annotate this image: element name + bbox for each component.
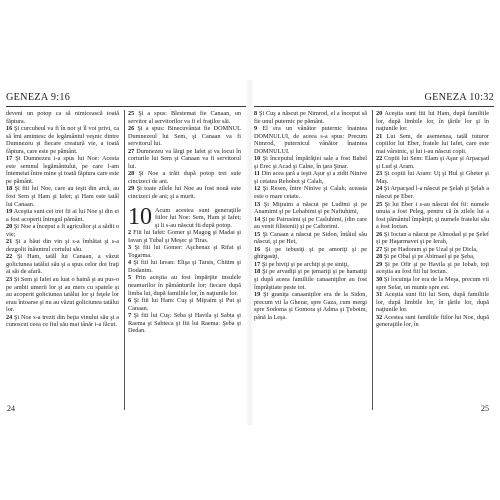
- verse-number: 19: [6, 208, 13, 216]
- verse-number: 23: [376, 170, 383, 178]
- verse: 28 Şi pe Obal şi pe Abimael şi pe Şeba,: [376, 253, 475, 261]
- verse: 11 Din acea ţară a ieşit Aşur şi a zidit Ninive şi cetatea Rehobot şi Calah,: [254, 170, 367, 185]
- verse: 29 Şi pe Ofir şi pe Havila şi pe Iobab, toţi aceştia au fost fiii lui Ioctan.: [376, 260, 489, 276]
- verse: 12 Şi Resen, între Ninive şi Calah; aceasta este o mare cetate.: [254, 185, 367, 201]
- verse-number: 10: [254, 155, 261, 163]
- verse: 4 Şi fiii lui Iavan: Elişa şi Tarsis, Chitim şi Dodanim.: [128, 259, 241, 274]
- verse-number: 14: [254, 215, 261, 223]
- verse: 27 Dumnezeu va lărgi pe Iafet şi va locui în corturile lui Sem şi Canaan va fi servitorul lui.: [128, 147, 241, 170]
- verse: 9 El era un vânător puternic înaintea DOMNULUI, de aceea s-a spus: Precum Nimrod, puternicul vânător înaintea DOMNULUI.: [254, 125, 367, 155]
- verse-number: 29: [376, 260, 383, 268]
- verse: 21 Şi a băut din vin şi s-a îmbătat şi s-a dezgolit înăuntrul cortului său.: [6, 238, 119, 253]
- verse: 31 Aceştia sunt fiii lui Sem, după familiile lor, după limbile lor, în ţările lor, după naţiunile lor.: [376, 291, 489, 314]
- verse: 18 Şi fiii lui Noe, care au ieşit din arcă, au fost Sem şi Ham şi Iafet; şi Ham este tatăl lui Canaan.: [6, 185, 119, 208]
- verse-number: 11: [254, 170, 260, 178]
- verse: 19 Şi graniţa canaaniţilor era de la Sidon, precum vii la Gherar, spre Gaza, cum mergi spre Sodoma şi Gomora şi Adma şi Ţeboim, până la Leşa.: [254, 291, 367, 321]
- verse-number: 20: [376, 110, 383, 117]
- text-column-right: [128, 110, 241, 335]
- verse-number: 7: [128, 312, 132, 320]
- verse: 19 Aceştia sunt cei trei fii ai lui Noe şi din ei a fost acoperit întregul pământ.: [6, 208, 119, 223]
- verse-number: 27: [376, 245, 383, 253]
- verse: 2 Fiii lui Iafet: Gomer şi Magog şi Madai şi Iavan şi Tubal şi Meşec şi Tiras.: [128, 229, 241, 244]
- verse-number: 28: [128, 170, 135, 178]
- verse: 28 Şi Noe a trăit după potop trei sute cincizeci de ani.: [128, 170, 241, 185]
- verse: 15 Şi Canaan a născut pe Sidon, întâiul său născut, şi pe Het,: [254, 230, 367, 246]
- verse: 8 Şi Cuş a născut pe Nimrod, el a început să fie unul puternic pe pământ.: [254, 110, 367, 125]
- verse-number: 8: [254, 110, 258, 117]
- verse-number: 12: [254, 185, 261, 193]
- verse-number: 31: [376, 291, 383, 299]
- verse-number: 19: [254, 291, 261, 299]
- verse: 13 Şi Miţraim a născut pe Ludimi şi pe Anamimi şi pe Lehabimi şi pe Naftuhimi,: [254, 200, 367, 216]
- verse: 17 Şi Dumnezeu i-a spus lui Noe: Acesta este semnul legământului, pe care l-am întemeiat între mine şi toată făptura care este pe pământ.: [6, 155, 119, 185]
- verse-number: 21: [376, 132, 383, 140]
- verse-number: 16: [6, 125, 13, 133]
- verse: 6 Şi fiii lui Ham: Cuş şi Miţraim şi Put şi Canaan.: [128, 297, 241, 312]
- running-header-right: [254, 92, 494, 107]
- verse-number: 27: [128, 147, 135, 155]
- verse: 30 Şi locuinţa lor era de la Meşa, precum vii spre Sefar, un munte spre est.: [376, 276, 489, 291]
- verse-number: 28: [376, 253, 383, 261]
- verse-number: 20: [6, 223, 13, 231]
- chapter-start: 10 Acum acestea sunt generaţiile fiilor lui Noe: Sem, Ham şi Iafet; şi li s-au născut fii după potop.: [128, 203, 241, 230]
- verse-number: 6: [128, 297, 132, 305]
- verse-number: 18: [254, 268, 261, 276]
- left-page: [6, 92, 246, 414]
- verse: 26 Şi a spus: Binecuvântat fie DOMNUL Dumnezeul lui Sem, şi Canaan va fi servitorul lui.: [128, 125, 241, 148]
- verse: deveni un potop ca să nimicească toată făptura.: [6, 110, 119, 125]
- text-column-left: [6, 110, 119, 329]
- verse-number: 18: [6, 185, 13, 193]
- verse-number: 5: [128, 274, 132, 282]
- verse: 17 Şi pe hiviţi şi pe archiţi şi pe siniţi,: [254, 260, 349, 268]
- page-number-left: 24: [7, 404, 15, 413]
- verse: 5 Prin aceştia au fost împărţite insulele neamurilor în pământurile lor; fiecare după limba lui, după familiile lor, în naţiunile lor.: [128, 274, 241, 297]
- verse-number: 22: [6, 253, 13, 261]
- verse: 26 Şi Ioctan a născut pe Almodad şi pe Şelef şi pe Haţarmavet şi pe Ierah,: [376, 230, 489, 246]
- verse-number: 16: [254, 245, 261, 253]
- right-page: [254, 92, 494, 414]
- verse: 21 Lui Sem, de asemenea, tatăl tuturor copiilor lui Eber, fratele lui Iafet, care este mai vârstnic, şi lui i-au născut copii.: [376, 132, 489, 155]
- column-rule: [372, 110, 373, 410]
- verse: 22 Şi Ham, tatăl lui Canaan, a văzut goliciunea tatălui său şi a spus celor doi fraţi ai săi de afară.: [6, 253, 119, 276]
- verse-number: 26: [128, 125, 135, 133]
- verse: 25 Şi lui Eber i s-au născut doi fii: numele unuia a fost Peleg, pentru că în zilele lui a fost pământul împărţit; şi numele fratelui său a fost Ioctan.: [376, 200, 489, 231]
- verse-number: 2: [128, 229, 132, 237]
- verse: 7 Şi fiii lui Cuş: Seba şi Havila şi Sabta şi Raema şi Sabteca şi fiii lui Raema: Şeba şi Dedan.: [128, 312, 241, 335]
- verse-number: 30: [376, 276, 383, 284]
- verse-number: 25: [376, 200, 383, 208]
- verse: 20 Aceştia sunt fiii lui Ham, după familiile lor, după limbile lor, în ţările lor şi în naţiunile lor.: [376, 110, 489, 133]
- verse-number: 17: [254, 260, 261, 268]
- verse-number: 25: [128, 110, 135, 117]
- page-number-right: 25: [481, 404, 489, 413]
- verse: 24 Şi Arpacşad l-a născut pe Şelah şi Şelah a născut pe Eber.: [376, 185, 489, 201]
- verse-number: 13: [254, 200, 261, 208]
- verse: 3 Şi fiii lui Gomer: Aşchenaz şi Rifat şi Togarma.: [128, 244, 241, 259]
- verse-number: 9: [254, 125, 258, 133]
- verse-number: 23: [6, 276, 13, 284]
- verse: 32 Acestea sunt familiile fiilor lui Noe, după generaţiile lor, în: [376, 313, 489, 329]
- verse: 29 Şi toate zilele lui Noe au fost nouă sute cincizeci de ani; şi a murit.: [128, 185, 241, 201]
- header-reference: GENEZA 9:16: [6, 92, 71, 103]
- text-columns: [6, 110, 246, 410]
- verse: 10 Şi începutul împărăţiei sale a fost Babel şi Erec şi Acad şi Calne, în ţara Şinar.: [254, 155, 367, 170]
- verse-number: 24: [6, 313, 13, 321]
- verse: 18 Şi pe arvadiţi şi pe ţemariţi şi pe hamatiţi şi după aceea familiile canaaniţilor au fost împrăştiate peste tot.: [254, 268, 367, 291]
- verse-number: 32: [376, 313, 383, 321]
- verse: 23 Şi Sem şi Iafet au luat o haină şi au pus-o pe ambii umerii lor şi au mers cu spatele şi au acoperit goliciunea tatălui lor şi feţele lor erau întoarse şi nu au văzut goliciunea tatălui lor.: [6, 276, 119, 314]
- verse: 20 Şi Noe a început a fi agricultor şi a sădit o vie;: [6, 223, 119, 238]
- verse-number: 15: [254, 230, 261, 238]
- verse: 22 Copiii lui Sem: Elam şi Aşur şi Arpacşad şi Lud şi Aram.: [376, 155, 489, 170]
- verse: 16 Şi pe iebusiţi şi pe amoriţi şi pe ghirgasiţi,: [254, 245, 367, 261]
- verse-number: 17: [6, 155, 13, 163]
- verse: 23 Şi copiii lui Aram: Uţ şi Hul şi Gheter şi Maş.: [376, 170, 489, 185]
- column-rule: [124, 110, 125, 410]
- running-header-left: [6, 92, 246, 107]
- verse: 14 Şi pe Patrusimi şi pe Casluhimi, (din care au venit filistenii) şi pe Caftorimi.: [254, 215, 367, 231]
- verse-number: 4: [128, 259, 132, 267]
- chapter-number: 10: [128, 203, 152, 230]
- verse-number: 21: [6, 238, 13, 246]
- verse: 25 Şi a spus: Blestemat fie Canaan, un servitor al servitorilor va fi el fraţilor săi.: [128, 110, 241, 125]
- text-column-right: [376, 110, 489, 329]
- verse-number: 22: [376, 155, 383, 163]
- header-reference: GENEZA 10:32: [424, 92, 494, 103]
- text-columns: [254, 110, 494, 410]
- gutter: [246, 80, 254, 425]
- verse-number: 26: [376, 230, 383, 238]
- verse-number: 29: [128, 185, 135, 193]
- verse-number: 24: [376, 185, 383, 193]
- verse: 27 Şi pe Hadoram şi pe Uzal şi pe Dicla,: [376, 245, 478, 253]
- verse: 16 Şi curcubeul va fi în nor şi îl voi privi, ca să îmi amintesc de legământul veşnic dintre Dumnezeu şi fiecare creatură vie, a toată făptura, care este pe pământ.: [6, 125, 119, 155]
- verse: 24 Şi Noe s-a trezit din beţia vinului său şi a cunoscut ceea ce fiul său mai tânăr i-a făcut.: [6, 313, 119, 329]
- text-column-left: [254, 110, 367, 321]
- verse-number: 3: [128, 244, 132, 252]
